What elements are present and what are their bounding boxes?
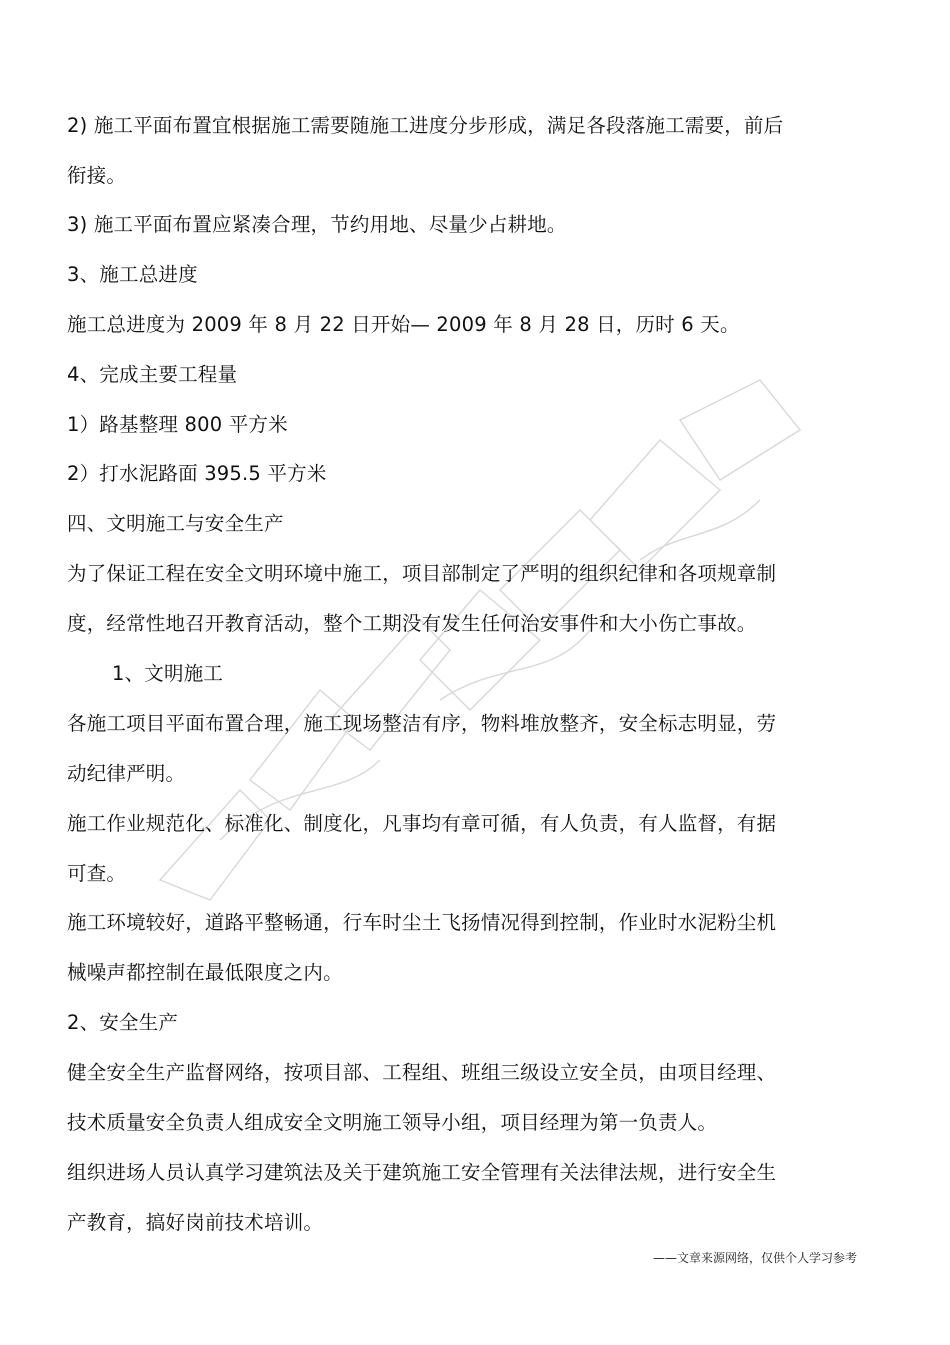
- section-heading: 4、完成主要工程量: [67, 363, 238, 386]
- footer-note: ——文章来源网络，仅供个人学习参考: [652, 1251, 857, 1265]
- body-line: 度，经常性地召开教育活动，整个工期没有发生任何治安事件和大小伤亡事故。: [67, 612, 757, 635]
- body-line: 1）路基整理 800 平方米: [67, 413, 288, 436]
- body-line: 为了保证工程在安全文明环境中施工，项目部制定了严明的组织纪律和各项规章制: [67, 562, 777, 585]
- section-heading: 四、文明施工与安全生产: [67, 512, 284, 535]
- body-line: 械噪声都控制在最低限度之内。: [67, 961, 343, 984]
- body-line: 可查。: [67, 862, 127, 885]
- body-line: 施工总进度为 2009 年 8 月 22 日开始— 2009 年 8 月 28 日，历时 6 天。: [67, 313, 740, 336]
- body-line: 组织进场人员认真学习建筑法及关于建筑施工安全管理有关法律法规，进行安全生: [67, 1161, 777, 1184]
- body-line: 3) 施工平面布置应紧凑合理，节约用地、尽量少占耕地。: [67, 213, 567, 236]
- body-line: 施工环境较好，道路平整畅通，行车时尘土飞扬情况得到控制，作业时水泥粉尘机: [67, 911, 777, 934]
- subsection-heading: 1、文明施工: [112, 662, 224, 685]
- subsection-heading: 2、安全生产: [67, 1011, 179, 1034]
- body-line: 2）打水泥路面 395.5 平方米: [67, 462, 327, 485]
- body-line: 健全安全生产监督网络，按项目部、工程组、班组三级设立安全员，由项目经理、: [67, 1061, 777, 1084]
- body-line: 技术质量安全负责人组成安全文明施工领导小组，项目经理为第一负责人。: [67, 1111, 718, 1134]
- body-line: 各施工项目平面布置合理，施工现场整洁有序，物料堆放整齐，安全标志明显，劳: [67, 712, 777, 735]
- body-line: 衔接。: [67, 164, 127, 187]
- body-line: 动纪律严明。: [67, 762, 186, 785]
- body-line: 2) 施工平面布置宜根据施工需要随施工进度分步形成，满足各段落施工需要，前后: [67, 114, 784, 137]
- section-heading: 3、施工总进度: [67, 263, 198, 286]
- body-line: 产教育，搞好岗前技术培训。: [67, 1211, 324, 1234]
- body-line: 施工作业规范化、标准化、制度化，凡事均有章可循，有人负责，有人监督，有据: [67, 812, 777, 835]
